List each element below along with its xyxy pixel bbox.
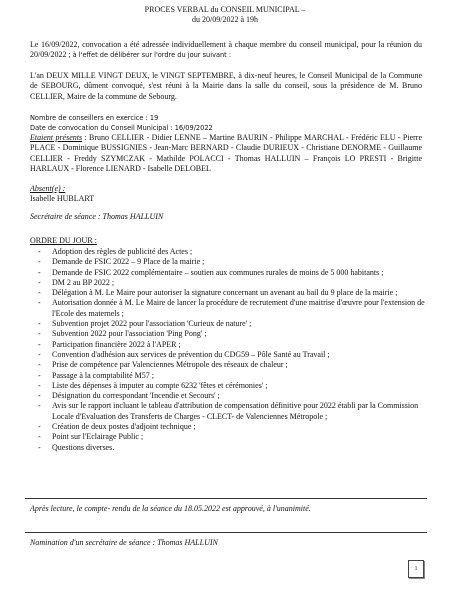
list-item: - Questions diverses. (30, 443, 425, 453)
list-item: - DM 2 au BP 2022 ; (30, 278, 425, 288)
nomination-text: Nomination d'un secrétaire de séance : Thomas HALLUIN (30, 538, 218, 547)
page-number: 1 (408, 560, 424, 578)
list-item: - Délégation à M. Le Maire pour autoriser la signature concernant un avenant au bail du 9 place de la mairie ; (30, 288, 425, 298)
presents-names: : Bruno CELLIER - Didier LENNE – Martine BAURIN - Philippe MARCHAL - Frédéric ELU - Pierre PLACE - Dominique BUSSIGNIES - Jean-Marc BERNARD - Claudie DURIEUX - Christiane DENORME - Guillaume CELLIER - Freddy SZYMCZAK - Mathilde POLACCI - Thomas HALLUIN – François LO PRESTI - Brigitte HARLAUX - Florence LIENARD - Isabelle DELOBEL (30, 133, 422, 173)
list-item: - Prise de compétence par Valenciennes Métropole des réseaux de chaleur ; (30, 360, 425, 370)
document-title: PROCES VERBAL du CONSEIL MUNICIPAL – (144, 5, 306, 14)
list-item: - Point sur l'Eclairage Public ; (30, 432, 425, 442)
presents-paragraph (30, 133, 422, 174)
document-date: du 20/09/2022 à 19h (192, 15, 258, 24)
list-item: - Désignation du correspondant 'Incendie et Secours' ; (30, 391, 425, 401)
list-item: - Adoption des règles de publicité des Actes ; (30, 247, 425, 257)
ordre-du-jour-list (30, 247, 425, 453)
nb-conseillers: Nombre de conseillers en exercice : 19 (30, 114, 159, 122)
document-header (0, 5, 450, 25)
presents-label: Etaient présents (30, 133, 83, 142)
ordre-du-jour-title: ORDRE DU JOUR : (30, 236, 97, 245)
list-item: - Convention d'adhésion aux services de prévention du CDG59 – Pôle Santé au Travail ; (30, 350, 425, 360)
section-divider (25, 498, 427, 499)
list-item: - Création de deux postes d'adjoint technique ; (30, 422, 425, 432)
list-item: - Autorisation donnée à M. Le Maire de lancer la procédure de recrutement d'une maitrise d'œuvre pour l'extension de l'Ecole des maternels ; (30, 298, 425, 319)
convocation-text: Le 16/09/2022, convocation a été adressée individuellement à chaque membre du conseil municipal, pour la réunion du 20/09/2022 ; (30, 40, 422, 60)
secretaire-seance: Secrétaire de séance : Thomas HALLUIN (30, 212, 164, 221)
session-text: L'an DEUX MILLE VINGT DEUX, le VINGT SEPTEMBRE, à dix-neuf heures, le Conseil Municipal de la Commune de SEBOURG, dûment convoqué, s'est réuni à la Mairie dans la salle du conseil, sous la présidence de M. Bruno CELLIER, Maire de la commune de Sebourg. (30, 71, 422, 101)
absents-names: Isabelle HUBLART (30, 194, 95, 203)
list-item: - Demande de FSIC 2022 – 9 Place de la mairie ; (30, 257, 425, 267)
session-paragraph (30, 71, 422, 102)
list-item: - Passage à la comptabilité M57 ; (30, 371, 425, 381)
convocation-order-text: à l'effet de délibérer sur l'ordre du jour suivant : (72, 51, 232, 60)
section-divider (25, 532, 427, 533)
absents-label: Absent(e) : (30, 184, 66, 193)
list-item: - Demande de FSIC 2022 complémentaire – soutien aux communes rurales de moins de 5 000 habitants ; (30, 268, 425, 278)
convocation-paragraph (30, 40, 422, 61)
list-item: - Subvention 2022 pour l'association 'Ping Pong' ; (30, 329, 425, 339)
date-convocation: Date de convocation du Conseil Municipal : 16/09/2022 (30, 124, 213, 132)
list-item: - Subvention projet 2022 pour l'association 'Curieux de nature' ; (30, 319, 425, 329)
list-item: - Avis sur le rapport incluant le tableau d'attribution de compensation définitive pour 2022 établi par la Commission Locale d'Evaluation des Transferts de Charges - CLECT- de Valenciennes Métropole ; (30, 401, 425, 422)
approbation-text: Après lecture, le compte- rendu de la séance du 18.05.2022 est approuvé, à l'unanimité. (30, 504, 311, 513)
list-item: - Participation financière 2022 à l'APER ; (30, 340, 425, 350)
list-item: - Liste des dépenses à imputer au compte 6232 'fêtes et cérémonies' ; (30, 381, 425, 391)
